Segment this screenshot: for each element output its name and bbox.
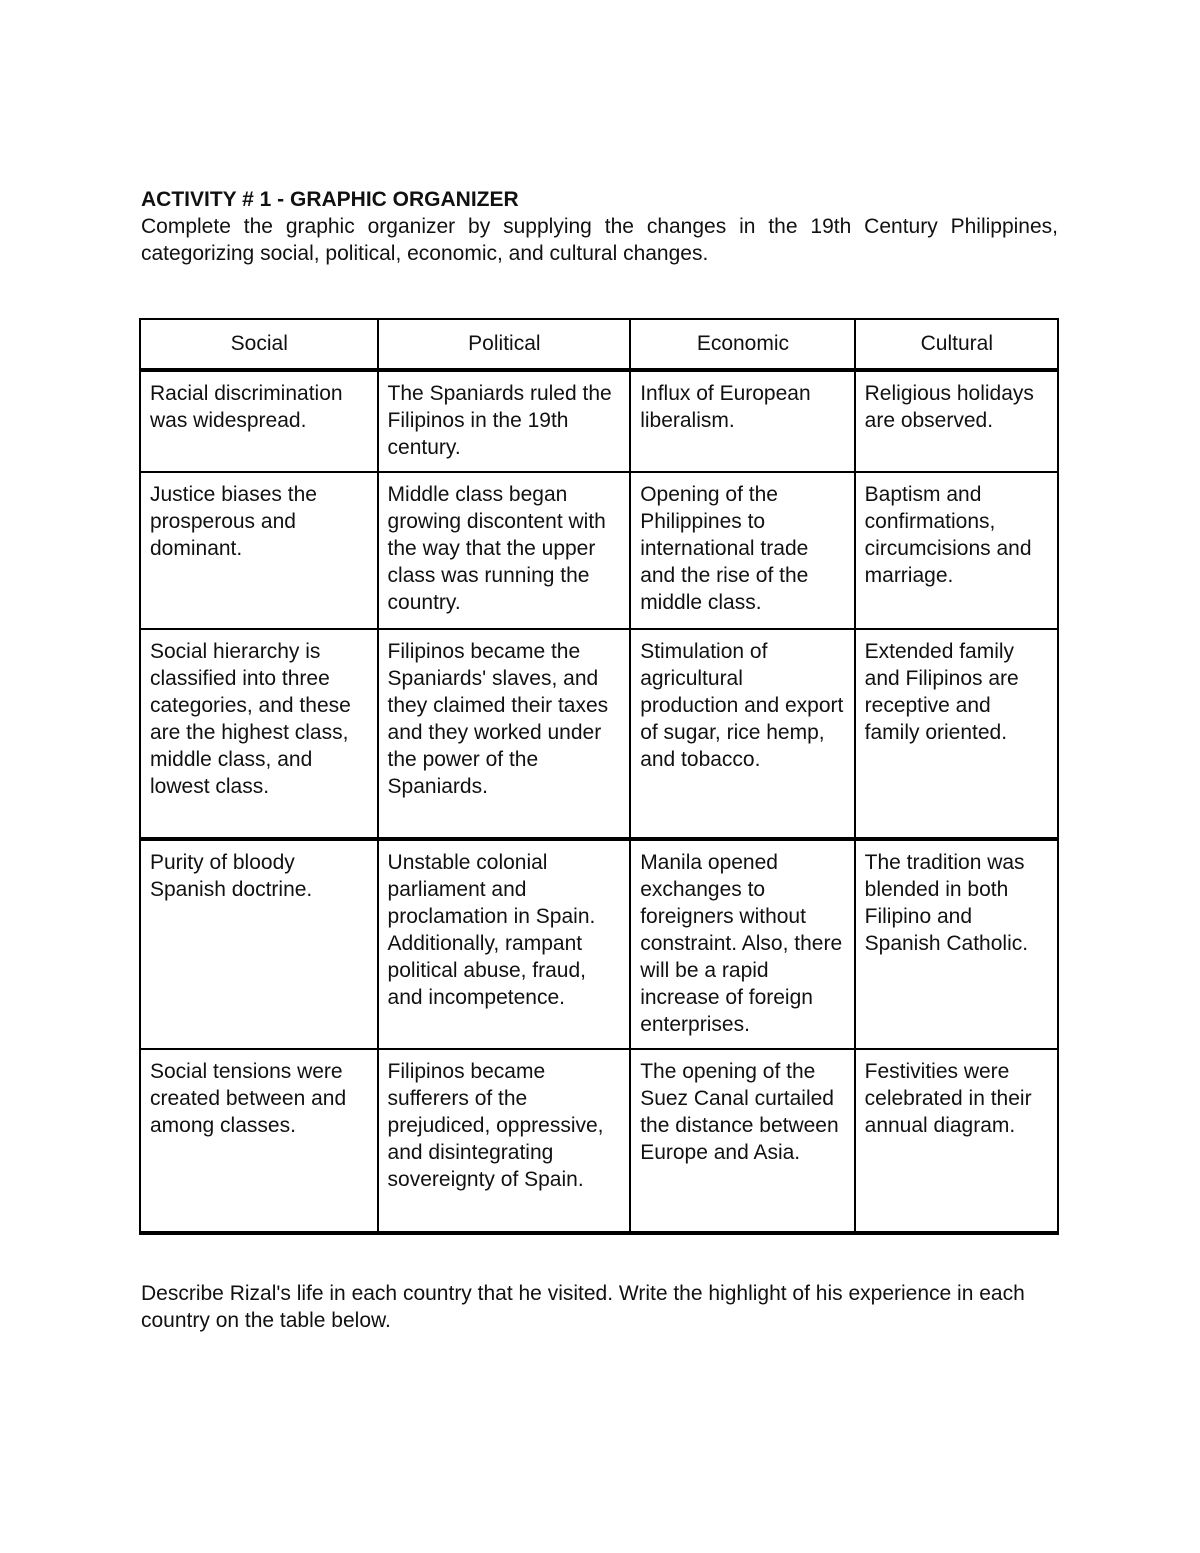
cell-economic: Opening of the Philippines to international trade and the rise of the middle class. — [630, 472, 854, 629]
cell-economic: Manila opened exchanges to foreigners without constraint. Also, there will be a rapid increase of foreign enterprises. — [630, 839, 854, 1049]
activity-header — [141, 186, 1058, 267]
cell-political: Unstable colonial parliament and proclamation in Spain. Additionally, rampant political abuse, fraud, and incompetence. — [378, 839, 631, 1049]
activity-title: ACTIVITY # 1 - GRAPHIC ORGANIZER — [141, 188, 519, 211]
table-row — [140, 1049, 1058, 1233]
table-row — [140, 472, 1058, 629]
cell-economic: The opening of the Suez Canal curtailed the distance between Europe and Asia. — [630, 1049, 854, 1233]
cell-social: Purity of bloody Spanish doctrine. — [140, 839, 378, 1049]
rizal-prompt: Describe Rizal's life in each country that he visited. Write the highlight of his experience in each country on the table below. — [141, 1282, 1025, 1332]
cell-cultural: Extended family and Filipinos are receptive and family oriented. — [855, 629, 1058, 839]
cell-political: The Spaniards ruled the Filipinos in the 19th century. — [378, 370, 631, 472]
cell-social: Social hierarchy is classified into three categories, and these are the highest class, middle class, and lowest class. — [140, 629, 378, 839]
table-header-row — [140, 319, 1058, 370]
cell-cultural: Festivities were celebrated in their annual diagram. — [855, 1049, 1058, 1233]
cell-social: Racial discrimination was widespread. — [140, 370, 378, 472]
graphic-organizer-table — [139, 318, 1059, 1235]
header-cultural: Cultural — [855, 319, 1058, 370]
cell-economic: Stimulation of agricultural production and export of sugar, rice hemp, and tobacco. — [630, 629, 854, 839]
cell-cultural: Religious holidays are observed. — [855, 370, 1058, 472]
cell-cultural: The tradition was blended in both Filipino and Spanish Catholic. — [855, 839, 1058, 1049]
table-row — [140, 839, 1058, 1049]
activity-instructions: Complete the graphic organizer by supplying the changes in the 19th Century Philippines, categorizing social, political, economic, and cultural changes. — [141, 215, 1058, 265]
cell-political: Filipinos became sufferers of the prejudiced, oppressive, and disintegrating sovereignty of Spain. — [378, 1049, 631, 1233]
cell-political: Middle class began growing discontent with the way that the upper class was running the country. — [378, 472, 631, 629]
cell-social: Social tensions were created between and among classes. — [140, 1049, 378, 1233]
cell-economic: Influx of European liberalism. — [630, 370, 854, 472]
cell-social: Justice biases the prosperous and dominant. — [140, 472, 378, 629]
table-row — [140, 629, 1058, 839]
cell-political: Filipinos became the Spaniards' slaves, and they claimed their taxes and they worked under the power of the Spaniards. — [378, 629, 631, 839]
table-row — [140, 370, 1058, 472]
header-social: Social — [140, 319, 378, 370]
header-political: Political — [378, 319, 631, 370]
cell-cultural: Baptism and confirmations, circumcisions and marriage. — [855, 472, 1058, 629]
header-economic: Economic — [630, 319, 854, 370]
